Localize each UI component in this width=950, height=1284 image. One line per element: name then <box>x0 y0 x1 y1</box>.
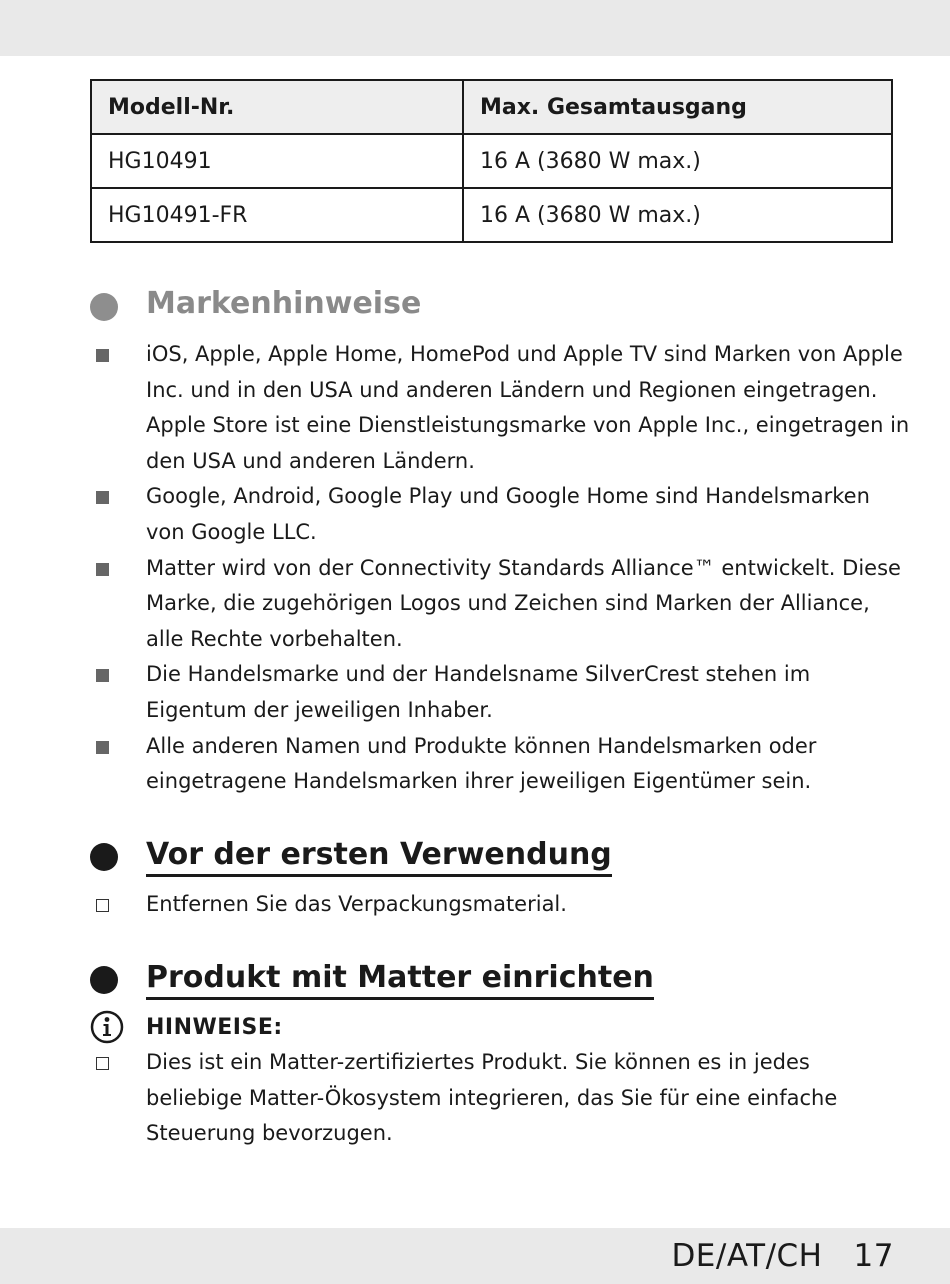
square-bullet-icon <box>96 563 109 576</box>
table-cell-output: 16 A (3680 W max.) <box>463 188 892 242</box>
list-item: Matter wird von der Connectivity Standards Alliance™ entwickelt. Diese Marke, die zugehörigen Logos und Zeichen sind Marken der Alliance, alle Rechte vorbehalten. <box>90 551 910 658</box>
setup-list <box>90 1045 910 1152</box>
footer <box>671 1238 894 1274</box>
note-heading <box>90 1010 283 1044</box>
checkbox-bullet-icon <box>96 1057 109 1070</box>
table-cell-model: HG10491 <box>91 134 463 188</box>
list-item: iOS, Apple, Apple Home, HomePod und Apple TV sind Marken von Apple Inc. und in den USA und anderen Ländern und Regionen eingetragen. Apple Store ist eine Dienstleistungsmarke von Apple Inc., eingetragen in den USA und anderen Ländern. <box>90 337 910 479</box>
table-header-output: Max. Gesamtausgang <box>463 80 892 134</box>
list-item: Dies ist ein Matter-zertifiziertes Produkt. Sie können es in jedes beliebige Matter-Ökosystem integrieren, das Sie für eine einfache Steuerung bevorzugen. <box>90 1045 910 1152</box>
table-cell-model: HG10491-FR <box>91 188 463 242</box>
top-band <box>0 0 950 56</box>
section-title: Vor der ersten Verwendung <box>146 837 612 877</box>
list-item: Entfernen Sie das Verpackungsmaterial. <box>90 887 910 923</box>
note-label: HINWEISE: <box>146 1014 283 1040</box>
table-header-model: Modell-Nr. <box>91 80 463 134</box>
page-number: 17 <box>853 1238 894 1274</box>
list-item: Die Handelsmarke und der Handelsname SilverCrest stehen im Eigentum der jeweiligen Inhaber. <box>90 657 910 728</box>
square-bullet-icon <box>96 741 109 754</box>
checkbox-bullet-icon <box>96 899 109 912</box>
square-bullet-icon <box>96 669 109 682</box>
table-cell-output: 16 A (3680 W max.) <box>463 134 892 188</box>
bullet-dot-icon <box>90 966 118 994</box>
first-use-list <box>90 887 910 923</box>
section-first-use-heading <box>90 837 612 874</box>
footer-region-label: DE/AT/CH <box>671 1238 823 1274</box>
info-icon <box>90 1010 124 1044</box>
model-output-table <box>90 79 893 243</box>
table-row <box>91 188 892 242</box>
trademark-list <box>90 337 910 800</box>
table-row <box>91 134 892 188</box>
section-title: Markenhinweise <box>146 286 422 321</box>
section-trademarks-heading <box>90 286 422 324</box>
square-bullet-icon <box>96 349 109 362</box>
bullet-dot-icon <box>90 843 118 871</box>
square-bullet-icon <box>96 491 109 504</box>
list-item: Alle anderen Namen und Produkte können Handelsmarken oder eingetragene Handelsmarken ihrer jeweiligen Eigentümer sein. <box>90 729 910 800</box>
section-title: Produkt mit Matter einrichten <box>146 960 654 1000</box>
list-item: Google, Android, Google Play und Google Home sind Handelsmarken von Google LLC. <box>90 479 910 550</box>
section-setup-heading <box>90 960 654 997</box>
table-header-row <box>91 80 892 134</box>
bullet-dot-icon <box>90 293 118 321</box>
